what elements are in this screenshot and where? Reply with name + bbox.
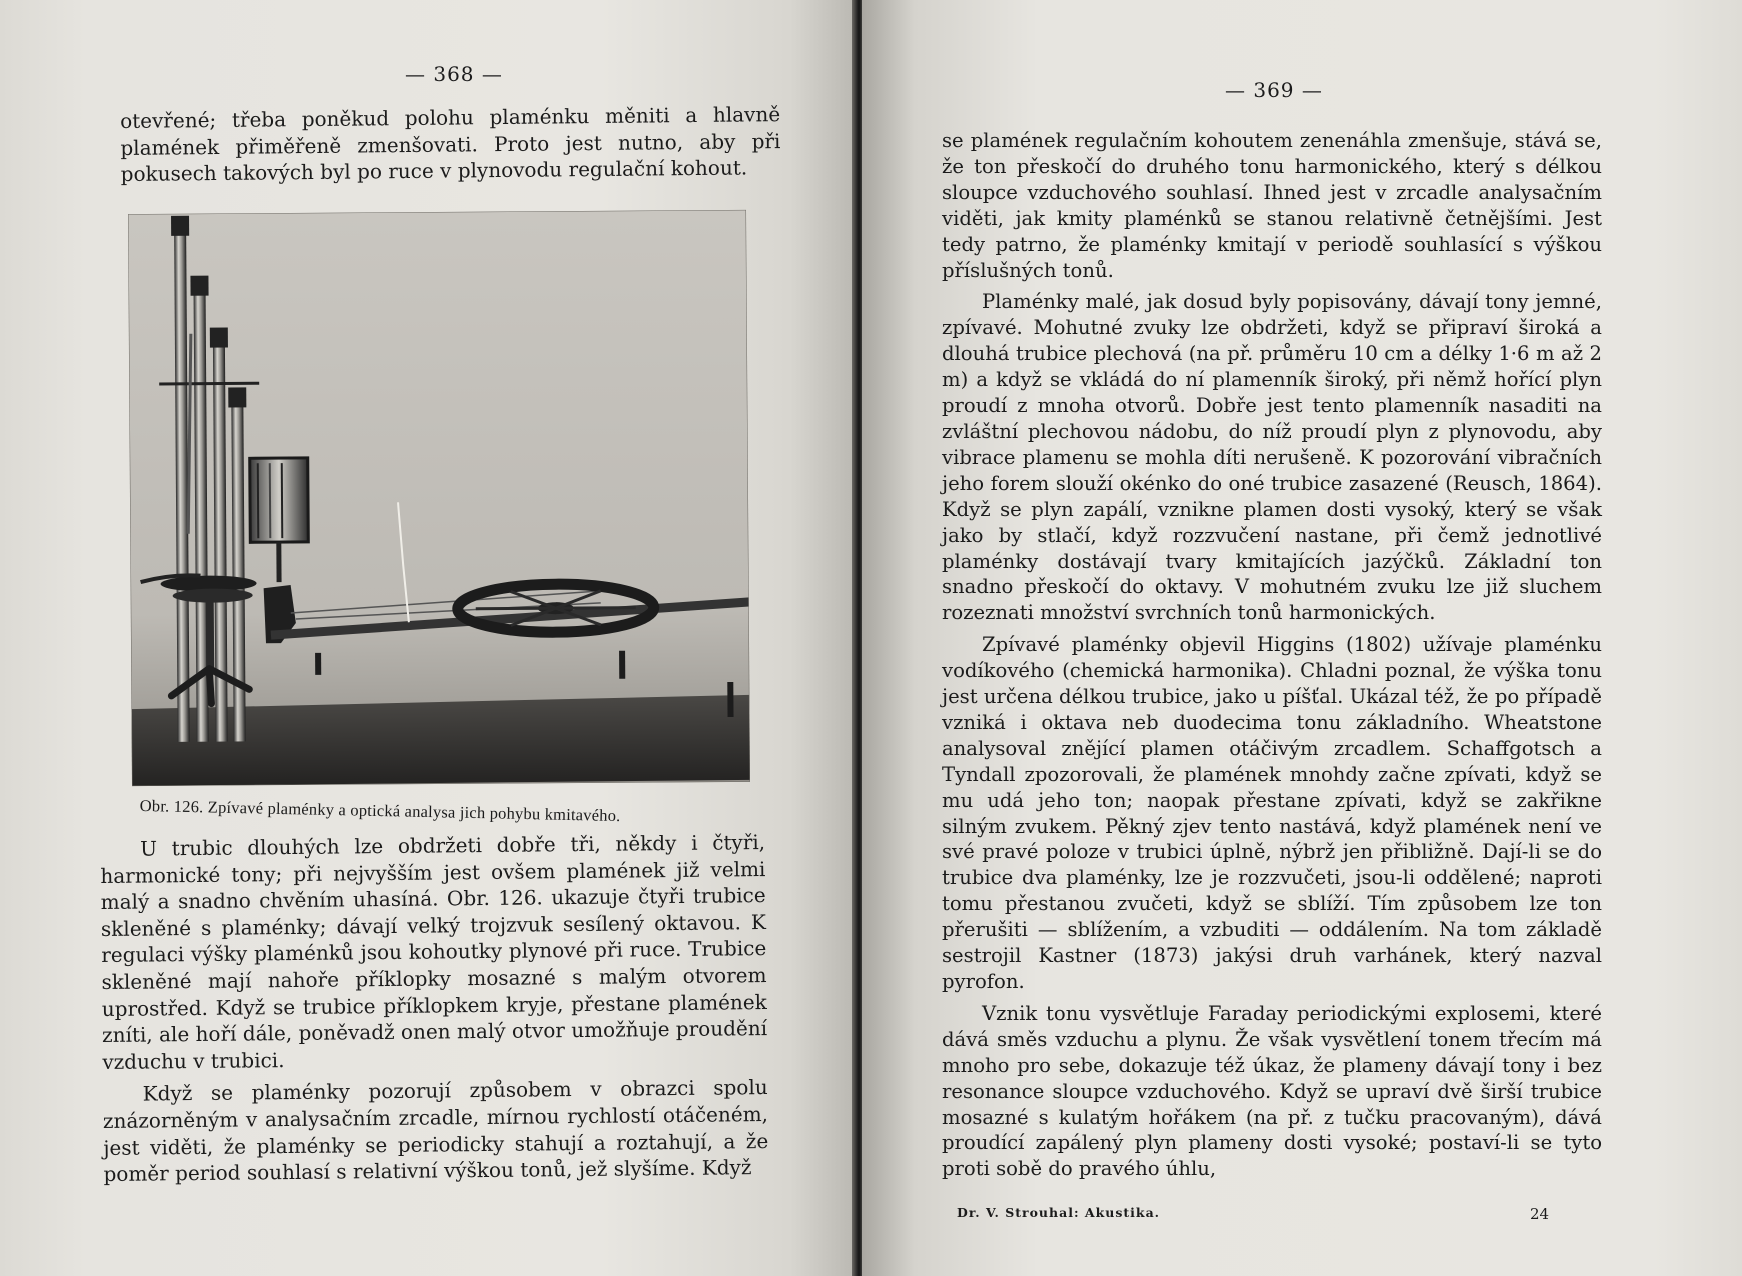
right-page xyxy=(862,0,1742,1276)
right-page-text xyxy=(942,128,1602,1182)
left-top-paragraph xyxy=(120,101,781,188)
paragraph: Když se plaménky pozorují způsobem v obrazci spolu znázorněným v analysačním zrcadle, mírnou rychlostí otáčeném, jest viděti, že plaménky se periodicky stahují a roztahují, a že poměr period souhlasí s relativní výškou tonů, jež slyšíme. Když xyxy=(102,1075,769,1187)
figure-caption: Obr. 126. Zpívavé plaménky a optická analysa jich pohybu kmitavého. xyxy=(139,796,621,826)
footer-author: Dr. V. Strouhal: Akustika. xyxy=(957,1205,1161,1220)
paragraph: Vznik tonu vysvětluje Faraday periodickými explosemi, které dává směs vzduchu a plynu. Že však vysvětlení tonem třecím má mnoho pro sebe, dokazuje též úkaz, že plameny dávají tony i bez resonance sloupce vzduchového. Když se upraví dvě širší trubice mosazné s kulatým hořákem (na př. z tučku pracovaným), dává proudící zapálený plyn plameny dosti vysoké; postaví-li se tyto proti sobě do pravého úhlu, xyxy=(942,1001,1602,1181)
footer-signature-number: 24 xyxy=(1530,1205,1550,1223)
paragraph: Zpívavé plaménky objevil Higgins (1802) užívaje plaménku vodíkového (chemická harmonika). Chladni poznal, že výška tonu jest určena délkou trubice, jako u píšťal. Ukázal též, že po případě vzniká i oktava neb duodecima tonu základního. Wheatstone analysoval znějící plamen otáčivým zrcadlem. Schaffgotsch a Tyndall zpozorovali, že plamének mnohdy začne zpívati, když se mu udá jeho ton; naopak přestane zpívati, když se zakřikne silným zvukem. Pěkný zjev tento nastává, když plamének není ve své pravé poloze v trubici úplně, nýbrž jen přibližně. Dají-li se do trubice dva plaménky, lze je rozzvučeti, jsou-li oddělené; naproti tomu přestanou zvučeti, když se sblíží. Tím způsobem lze ton přerušiti — sblížením, a vzbuditi — oddálením. Na tom základě sestrojil Kastner (1873) jakýsi druh varhánek, který nazval pyrofon. xyxy=(942,633,1602,993)
flame-apparatus-image xyxy=(128,210,750,786)
paragraph: otevřené; třeba poněkud polohu plaménku měniti a hlavně plamének přiměřeně zmenšovati. Proto jest nutno, aby při pokusech takových byl po ruce v plynovodu regulační kohout. xyxy=(120,102,781,187)
paragraph: se plamének regulačním kohoutem zenenáhla zmenšuje, stává se, že ton přeskočí do druhého tonu harmonického, který s délkou sloupce vzduchového souhlasí. Ihned jest v zrcadle analysačním viděti, jak kmity plaménků se stanou relativně četnějšími. Jest tedy patrno, že plaménky kmitají v periodě souhlasící s výškou příslušných tonů. xyxy=(942,129,1602,282)
paragraph: U trubic dlouhých lze obdržeti dobře tři, někdy i čtyři, harmonické tony; při nejvyšším jest ovšem plamének již velmi malý a snadno chvěním uhasíná. Obr. 126. ukazuje čtyři trubice skleněné s plaménky; dávají velký trojzvuk sesílený oktavou. K regulaci výšky plaménků jsou kohoutky plynové při ruce. Trubice skleněné mají nahoře příklopky mosazné s malým otvorem uprostřed. Když se trubice příklopkem kryje, přestane plamének zníti, ale hoří dále, poněvadž onen malý otvor umožňuje proudění vzduchu v trubici. xyxy=(100,830,768,1074)
page-number-left: — 368 — xyxy=(405,62,503,86)
left-bottom-text xyxy=(100,829,769,1188)
figure-126-illustration xyxy=(128,210,750,786)
paragraph: Plaménky malé, jak dosud byly popisovány, dávají tony jemné, zpívavé. Mohutné zvuky lze obdržeti, když se připraví široká a dlouhá trubice plechová (na př. průměru 10 cm a délky 1·6 m až 2 m) a když se vkládá do ní plamenník široký, při němž hořící plyn proudí z mnoha otvorů. Dobře jest tento plamenník nasaditi na zvláštní plechovou nádobu, do níž proudí plyn z plynovodu, aby vibrace plamenu se mohla díti nerušeně. K pozorování vibračních jeho forem slouží okénko do oné trubice zasazené (Reusch, 1864). Když se plyn zapálí, vznikne plamen dosti vysoký, který se však jako by stlačí, když rozzvučení nastane, při čemž jednotlivé plaménky dostávají tvary kmitajících jazýčků. Základní ton snadno přeskočí do oktavy. V mohutném zvuku lze již sluchem rozeznati množství svrchních tonů harmonických. xyxy=(942,290,1602,625)
left-page xyxy=(0,0,858,1276)
page-number-right: — 369 — xyxy=(1225,78,1323,102)
